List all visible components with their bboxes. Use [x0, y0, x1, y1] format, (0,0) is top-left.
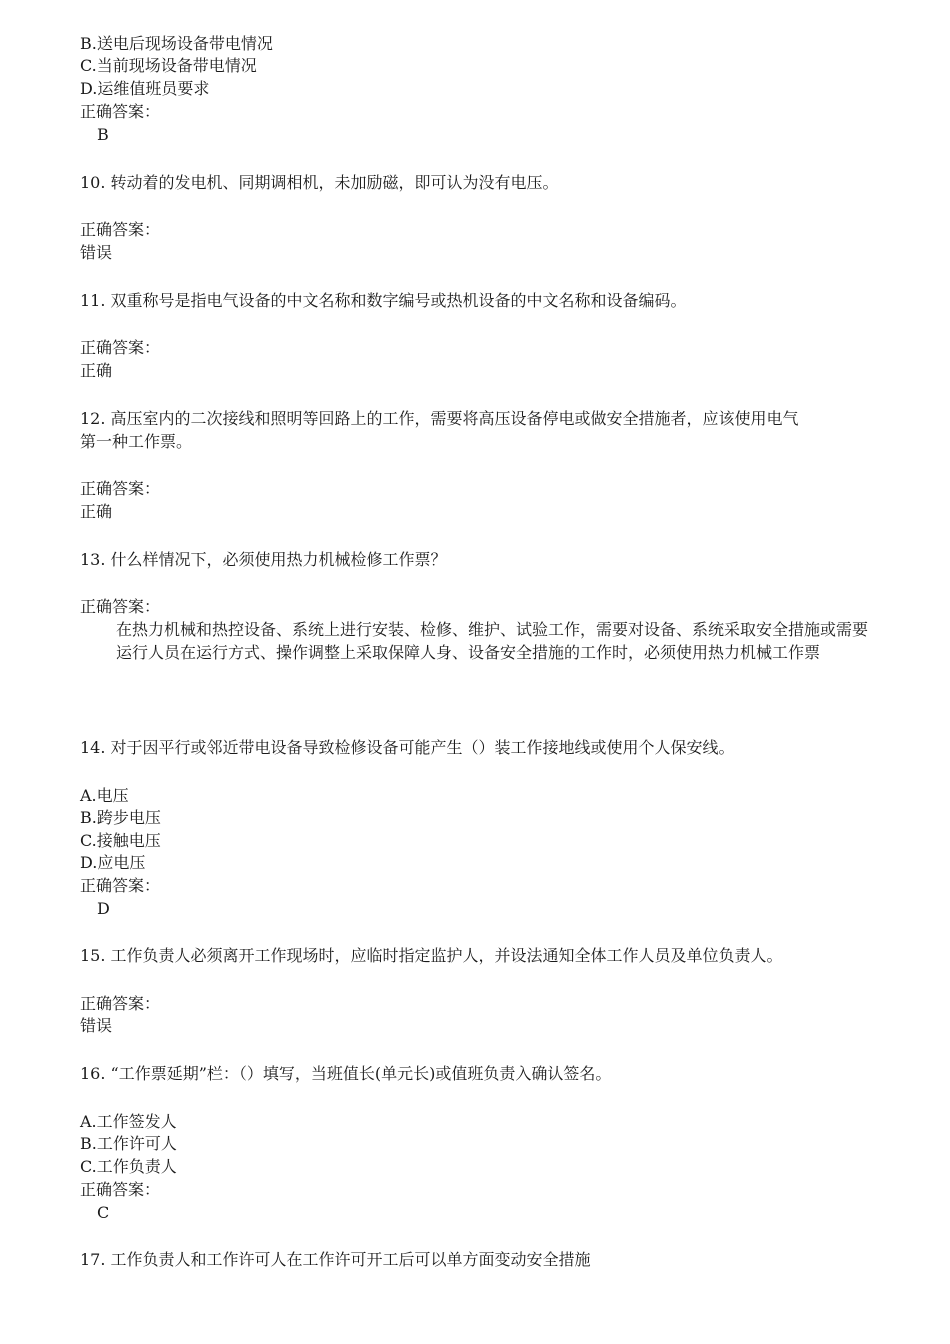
question-12-line-1: 12. 高压室内的二次接线和照明等回路上的工作，需要将高压设备停电或做安全措施者，应该使用电气 [80, 409, 799, 428]
answer-label: 正确答案： [80, 220, 161, 239]
answer-label: 正确答案： [80, 102, 161, 121]
option-a: A.工作签发人 [80, 1112, 177, 1131]
option-c: C.接触电压 [80, 831, 161, 850]
option-c: C.工作负责人 [80, 1157, 177, 1176]
answer-value: 错误 [80, 1016, 113, 1035]
question-11: 11. 双重称号是指电气设备的中文名称和数字编号或热机设备的中文名称和设备编码。 [80, 291, 687, 310]
option-d: D.运维值班员要求 [80, 79, 210, 98]
answer-label: 正确答案： [80, 479, 161, 498]
answer-label: 正确答案： [80, 1180, 161, 1199]
answer-paragraph [80, 619, 870, 664]
question-10: 10. 转动着的发电机、同期调相机，未加励磁，即可认为没有电压。 [80, 173, 559, 192]
option-b: B.送电后现场设备带电情况 [80, 34, 273, 53]
question-16: 16. “工作票延期”栏：（）填写，当班值长(单元长)或值班负责入确认签名。 [80, 1064, 612, 1083]
answer-value: 正确 [80, 361, 113, 380]
option-a: A.电压 [80, 786, 129, 805]
answer-value: B [97, 125, 109, 144]
answer-value: 错误 [80, 243, 113, 262]
answer-label: 正确答案： [80, 876, 161, 895]
option-c: C.当前现场设备带电情况 [80, 56, 257, 75]
option-b: B.跨步电压 [80, 808, 161, 827]
question-14: 14. 对于因平行或邻近带电设备导致检修设备可能产生（）装工作接地线或使用个人保安线。 [80, 738, 735, 757]
option-d: D.应电压 [80, 853, 146, 872]
question-12-line-2: 第一种工作票。 [80, 432, 193, 451]
answer-label: 正确答案： [80, 994, 161, 1013]
answer-value: D [97, 899, 110, 918]
question-15: 15. 工作负责人必须离开工作现场时，应临时指定监护人，并设法通知全体工作人员及单位负责人。 [80, 946, 783, 965]
answer-value: 正确 [80, 502, 113, 521]
answer-value: C [97, 1203, 110, 1222]
option-b: B.工作许可人 [80, 1134, 177, 1153]
question-17: 17. 工作负责人和工作许可人在工作许可开工后可以单方面变动安全措施 [80, 1250, 591, 1269]
answer-label: 正确答案： [80, 338, 161, 357]
answer-label: 正确答案： [80, 597, 161, 616]
answer-text: 在热力机械和热控设备、系统上进行安装、检修、维护、试验工作，需要对设备、系统采取安全措施或需要运行人员在运行方式、操作调整上采取保障人身、设备安全措施的工作时，必须使用热力机械工作票 [116, 620, 869, 662]
question-13: 13. 什么样情况下，必须使用热力机械检修工作票？ [80, 550, 447, 569]
